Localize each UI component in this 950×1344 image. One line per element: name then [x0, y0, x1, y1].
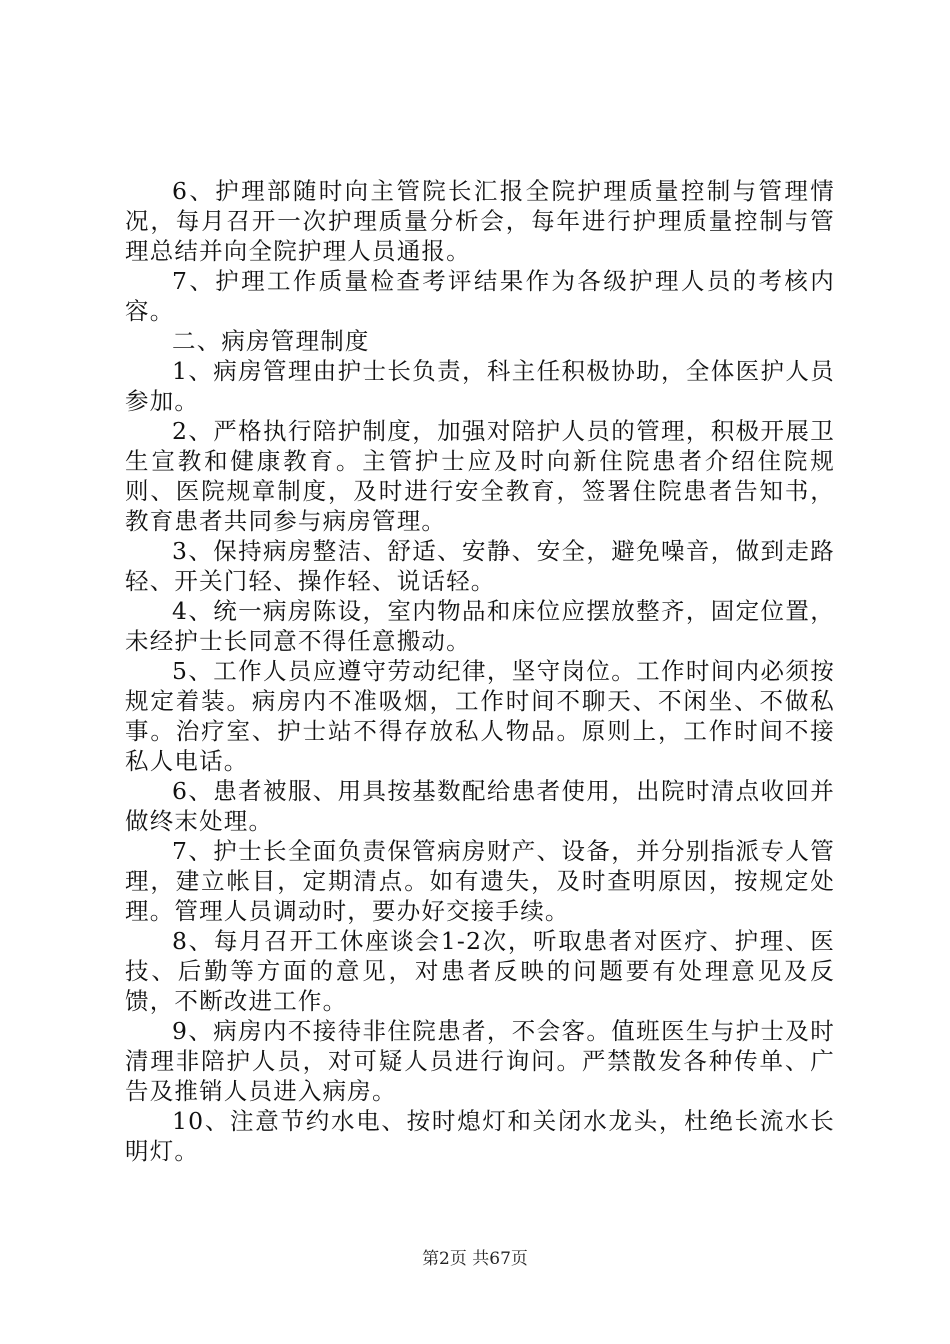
paragraph: 8、每月召开工休座谈会1-2次，听取患者对医疗、护理、医技、后勤等方面的意见，对患者反映的问题要有处理意见及反馈，不断改进工作。	[125, 927, 835, 1015]
paragraph: 4、统一病房陈设，室内物品和床位应摆放整齐，固定位置，未经护士长同意不得任意搬动。	[125, 597, 835, 655]
paragraph: 2、严格执行陪护制度，加强对陪护人员的管理，积极开展卫生宣教和健康教育。主管护士应及时向新住院患者介绍住院规则、医院规章制度，及时进行安全教育，签署住院患者告知书，教育患者共同参与病房管理。	[125, 417, 835, 535]
paragraph: 3、保持病房整洁、舒适、安静、安全，避免噪音，做到走路轻、开关门轻、操作轻、说话轻。	[125, 537, 835, 595]
page-footer	[0, 1244, 950, 1269]
page-number: 第2页 共67页	[422, 1249, 528, 1269]
section-heading: 二、病房管理制度	[172, 327, 370, 355]
paragraph: 6、护理部随时向主管院长汇报全院护理质量控制与管理情况，每月召开一次护理质量分析会，每年进行护理质量控制与管理总结并向全院护理人员通报。	[125, 177, 835, 265]
document-body	[125, 176, 835, 1166]
paragraph: 10、注意节约水电、按时熄灯和关闭水龙头，杜绝长流水长明灯。	[125, 1107, 835, 1165]
paragraph: 6、患者被服、用具按基数配给患者使用，出院时清点收回并做终末处理。	[125, 777, 835, 835]
paragraph: 7、护士长全面负责保管病房财产、设备，并分别指派专人管理，建立帐目，定期清点。如有遗失，及时查明原因，按规定处理。管理人员调动时，要办好交接手续。	[125, 837, 835, 925]
paragraph: 7、护理工作质量检查考评结果作为各级护理人员的考核内容。	[125, 267, 835, 325]
paragraph: 5、工作人员应遵守劳动纪律，坚守岗位。工作时间内必须按规定着装。病房内不准吸烟，工作时间不聊天、不闲坐、不做私事。治疗室、护士站不得存放私人物品。原则上，工作时间不接私人电话。	[125, 657, 835, 775]
paragraph: 9、病房内不接待非住院患者，不会客。值班医生与护士及时清理非陪护人员，对可疑人员进行询问。严禁散发各种传单、广告及推销人员进入病房。	[125, 1017, 835, 1105]
paragraph: 1、病房管理由护士长负责，科主任积极协助，全体医护人员参加。	[125, 357, 835, 415]
